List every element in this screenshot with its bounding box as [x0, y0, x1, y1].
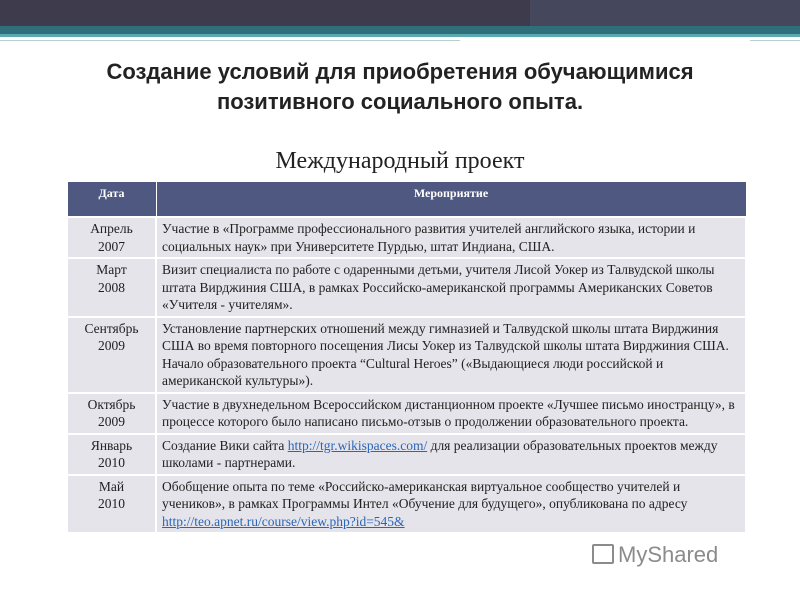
event-cell	[156, 258, 746, 317]
date-cell	[67, 475, 156, 534]
top-banner-teal	[0, 26, 800, 34]
course-link[interactable]: http://teo.apnet.ru/course/view.php?id=545&	[162, 513, 405, 529]
table-row	[67, 475, 746, 534]
event-text: Участие в «Программе профессионального развития учителей английского языка, истории и социальных наук» при Университете Пурдью, штат Индиана, США.	[162, 221, 696, 254]
table-row	[67, 258, 746, 317]
event-text: Обобщение опыта по теме «Российско-американская виртуальное сообщество учителей и учеников», в рамках Программы Интел «Обучение для будущего», опубликована по адресу	[162, 478, 688, 511]
top-banner	[0, 0, 800, 26]
event-cell	[156, 217, 746, 258]
top-banner-line	[0, 34, 800, 37]
slide-subtitle: Международный проект	[275, 148, 525, 174]
column-header-date: Дата	[67, 182, 156, 218]
date-year: 2007	[98, 238, 125, 254]
table-header-row	[67, 182, 746, 218]
slide-title-line2: позитивного социального опыта.	[216, 89, 584, 114]
date-cell	[67, 258, 156, 317]
event-cell	[156, 393, 746, 434]
top-banner-stripe	[530, 0, 800, 26]
date-month: Апрель	[90, 221, 133, 236]
event-text: Участие в двухнедельном Всероссийском дистанционном проекте «Лучшее письмо иностранцу», в процессе которого было написано письмо-отзыв о продолжении образовательного проекта.	[162, 396, 735, 429]
watermark-text: MyShared	[618, 542, 719, 567]
wiki-site-link[interactable]: http://tgr.wikispaces.com/	[287, 437, 428, 453]
date-month: Май	[98, 478, 125, 494]
date-cell	[67, 434, 156, 475]
column-header-event: Мероприятие	[156, 182, 746, 218]
event-text-2: Начало образовательного проекта “Cultural Heroes” («Выдающиеся люди российской и американской культуры»).	[162, 355, 664, 388]
slide-title	[60, 57, 740, 117]
table-row	[67, 393, 746, 434]
event-text-after: для реализации образовательных проектов между школами - партнерами.	[162, 437, 718, 470]
date-month: Март	[96, 262, 127, 277]
table-row	[67, 434, 746, 475]
date-month: Январь	[90, 437, 133, 453]
presentation-icon	[592, 544, 614, 564]
table-row	[67, 317, 746, 393]
event-cell	[156, 475, 746, 534]
date-year: 2009	[98, 414, 125, 429]
event-text: Визит специалиста по работе с одаренными детьми, учителя Лисой Уокер из Талвудской школы штата Вирджиния США, в рамках Российско-американской программы Американских Советов «Учителя - учителям».	[162, 262, 715, 312]
date-cell	[67, 217, 156, 258]
date-month: Октябрь	[87, 396, 136, 412]
watermark-logo	[592, 542, 772, 566]
event-text: Создание Вики сайта	[162, 437, 285, 453]
table-row	[67, 217, 746, 258]
event-text: Установление партнерских отношений между гимназией и Талвудской школы штата Вирджиния США во время повторного посещения Лисы Уокер из Талвудской школы штата Вирджиния США.	[162, 320, 729, 353]
event-cell	[156, 317, 746, 393]
date-year: 2008	[98, 279, 125, 295]
date-month: Сентябрь	[84, 320, 139, 336]
date-cell	[67, 317, 156, 393]
date-year: 2010	[98, 455, 125, 470]
date-year: 2010	[98, 496, 125, 511]
top-banner-thin-line	[0, 40, 800, 41]
event-cell	[156, 434, 746, 475]
date-cell	[67, 393, 156, 434]
date-year: 2009	[98, 338, 125, 353]
slide-title-line1: Создание условий для приобретения обучающимися	[106, 59, 694, 84]
events-table	[66, 181, 747, 534]
